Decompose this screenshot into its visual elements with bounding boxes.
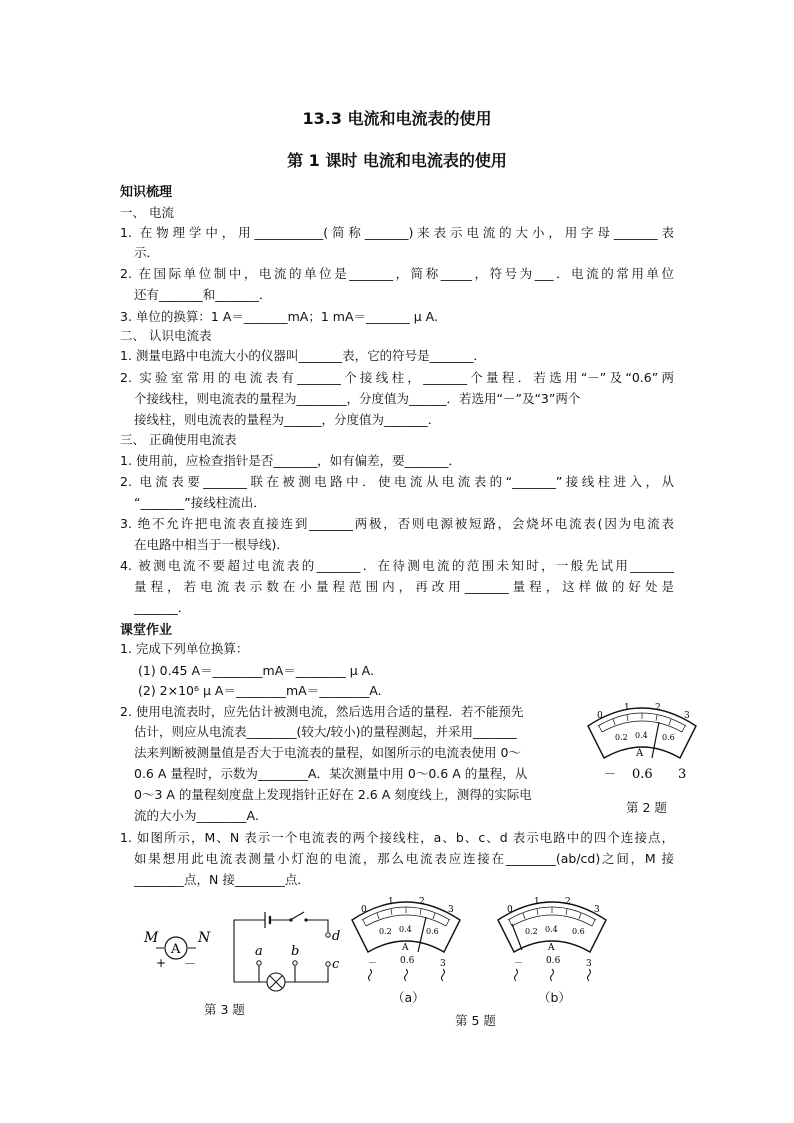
terminal-label: － (604, 767, 617, 781)
knowledge-item: 在电路中相当于一根导线)． (134, 537, 289, 552)
meter-needle (512, 924, 522, 950)
scale-label: 0 (361, 905, 367, 915)
terminal-label: 0.6 (546, 956, 561, 966)
switch-icon (292, 912, 304, 919)
terminal-label: 3 (678, 767, 687, 782)
scale-label: 0.2 (615, 733, 628, 742)
scale-label: 0.4 (635, 731, 648, 740)
scale-label: 0.6 (426, 927, 439, 936)
knowledge-item: 量程，若电流表示数在小量程范围内，再改用_______量程，这样做的好处是 (134, 579, 674, 594)
knowledge-item: 4. 被测电流不要超过电流表的_______．在待测电流的范围未知时，一般先试用_______ (120, 558, 674, 573)
classwork-item: (2) 2×10⁶ μ A＝________mA＝________A. (138, 683, 382, 698)
scale-label: 0 (507, 905, 513, 915)
point-c-label: c (332, 957, 340, 972)
scale-label: 3 (684, 711, 690, 721)
meter-unit: A (402, 943, 409, 953)
point-d-label: d (332, 929, 341, 944)
terminal-label: 3 (440, 959, 446, 969)
knowledge-item: _______． (134, 600, 191, 615)
knowledge-item: 个接线柱，则电流表的量程为________，分度值为______．若选用“－”及“3”两个 (134, 391, 581, 406)
knowledge-item: “_______”接线柱流出． (134, 495, 266, 510)
scale-label: 0.6 (572, 927, 585, 936)
knowledge-item: 2. 实验室常用的电流表有_______个接线柱，_______个量程．若选用“－”及“0.6”两 (120, 370, 674, 385)
scale-label: 0.4 (399, 925, 412, 934)
scale-label: 0.2 (525, 927, 538, 936)
fig2-ammeter (582, 696, 702, 796)
minus-sign: － (184, 957, 197, 971)
scale-label: 3 (448, 905, 454, 915)
fig5a-label: （a） (392, 990, 425, 1005)
terminal-n-label: N (198, 930, 211, 946)
fig5a-ammeter (346, 890, 466, 985)
scale-label: 0 (597, 711, 603, 721)
knowledge-item: 3. 单位的换算：1 A＝_______mA；1 mA＝_______ μ A. (120, 309, 438, 324)
scale-label: 0.2 (379, 927, 392, 936)
fig5b-label: （b） (538, 990, 571, 1005)
meter-needle (652, 722, 659, 758)
scale-label: 0.4 (545, 925, 558, 934)
fig5-caption: 第 5 题 (455, 1013, 496, 1028)
scale-label: 1 (534, 897, 540, 907)
fig5b-ammeter (492, 890, 612, 985)
classwork-item: (1) 0.45 A＝________mA＝________ μ A. (138, 663, 374, 678)
knowledge-item: 1. 使用前，应检查指针是否_______，如有偏差，要_______． (120, 453, 461, 468)
classwork-item: 0～3 A 的量程刻度盘上发现指针正好在 2.6 A 刻度线上，测得的实际电 (134, 787, 532, 802)
scale-label: 0.6 (662, 733, 675, 742)
knowledge-item: 2. 电流表要_______联在被测电路中．使电流从电流表的“_______”接线柱进入，从 (120, 474, 674, 489)
classwork-item: 法来判断被测量值是否大于电流表的量程，如图所示的电流表使用 0～ (134, 745, 521, 760)
terminal-label: 3 (586, 959, 592, 969)
scale-label: 2 (565, 897, 571, 907)
scale-label: 3 (594, 905, 600, 915)
classwork-item: ________点，N 接________点． (134, 872, 310, 887)
page-title: 13.3 电流和电流表的使用 (302, 109, 492, 128)
plus-sign: + (156, 956, 167, 970)
section-knowledge: 知识梳理 (120, 185, 173, 200)
scale-label: 2 (655, 703, 661, 713)
classwork-item: 估计，则应从电流表________(较大/较小)的量程测起，并采用_______ (134, 724, 517, 739)
fig3-circuit (140, 910, 350, 1000)
terminal-label: 0.6 (400, 956, 415, 966)
knowledge-item: 还有_______和_______． (134, 287, 272, 302)
terminal-label: － (514, 959, 524, 969)
meter-unit: A (548, 943, 555, 953)
section-classwork: 课堂作业 (120, 623, 173, 638)
classwork-item: 2. 使用电流表时，应先估计被测电流，然后选用合适的量程．若不能预先 (120, 704, 524, 719)
classwork-item: 如果想用此电流表测量小灯泡的电流，那么电流表应连接在________(ab/cd)之间，M 接 (134, 851, 674, 866)
classwork-item: 流的大小为________A. (134, 808, 259, 823)
terminal-label: － (368, 959, 378, 969)
scale-label: 2 (419, 897, 425, 907)
scale-label: 1 (388, 897, 394, 907)
knowledge-item: 接线柱，则电流表的量程为______，分度值为_______． (134, 412, 441, 427)
meter-needle (418, 917, 426, 952)
classwork-item: 0.6 A 量程时，示数为________A．某次测量中用 0～0.6 A 的量程，从 (134, 766, 528, 781)
terminal-m-label: M (144, 930, 159, 946)
part2-heading: 二、 认识电流表 (120, 328, 212, 343)
fig2-caption: 第 2 题 (626, 800, 667, 815)
point-b-label: b (291, 944, 300, 959)
knowledge-item: 2. 在国际单位制中，电流的单位是_______，简称_____，符号为___．电流的常用单位 (120, 266, 674, 281)
knowledge-item: 3. 绝不允许把电流表直接连到_______两极，否则电源被短路，会烧坏电流表(因为电流表 (120, 516, 674, 531)
knowledge-item: 1. 测量电路中电流大小的仪器叫_______表，它的符号是_______． (120, 348, 486, 363)
part3-heading: 三、 正确使用电流表 (120, 432, 237, 447)
point-a-label: a (255, 944, 263, 959)
ammeter-symbol-label: A (171, 942, 181, 957)
knowledge-item: 1. 在物理学中，用___________(简称_______)来表示电流的大小，用字母_______表 (120, 225, 674, 240)
knowledge-item: 示． (134, 245, 160, 260)
terminal-label: 0.6 (632, 767, 653, 782)
fig3-caption: 第 3 题 (204, 1002, 245, 1017)
meter-unit: A (636, 748, 644, 759)
page-subtitle: 第 1 课时 电流和电流表的使用 (287, 151, 507, 170)
classwork-item: 1. 完成下列单位换算： (120, 641, 249, 656)
scale-label: 1 (624, 703, 630, 713)
classwork-item: 1. 如图所示，M、N 表示一个电流表的两个接线柱，a、b、c、d 表示电路中的四个连接点， (120, 830, 674, 845)
part1-heading: 一、 电流 (120, 205, 174, 220)
